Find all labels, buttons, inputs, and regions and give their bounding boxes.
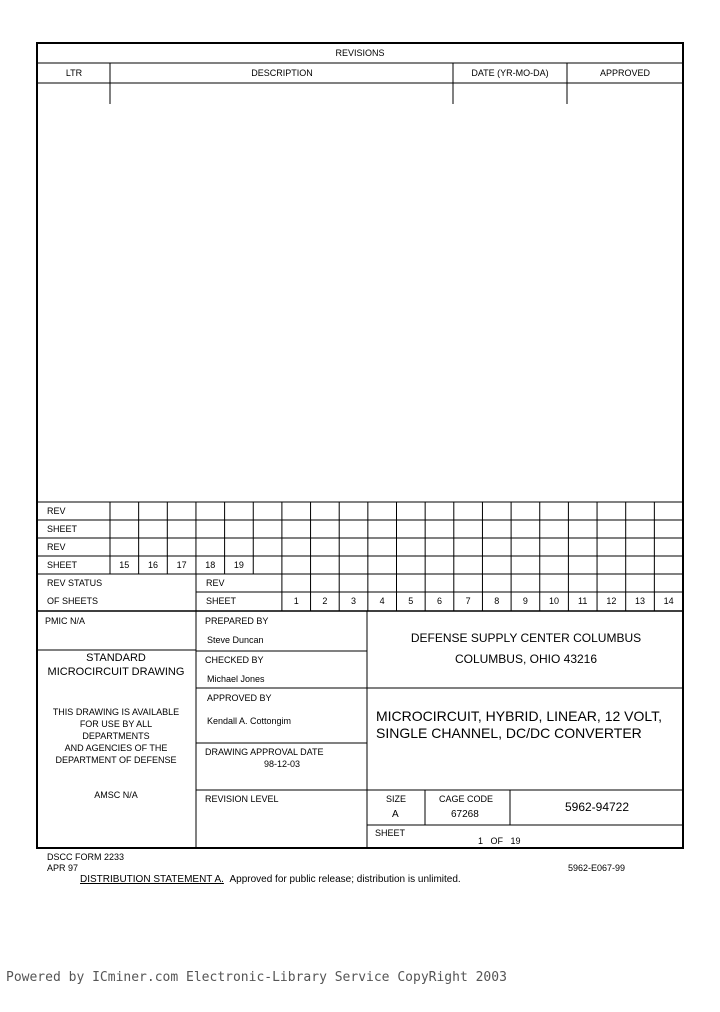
row-sheet-1: SHEET (47, 524, 78, 534)
prepared-by-value: Steve Duncan (207, 635, 264, 645)
lower-sheet-number: 10 (549, 596, 560, 606)
upper-sheet-number: 19 (233, 560, 244, 570)
lower-sheet-number: 6 (436, 596, 442, 606)
watermark-text: Powered by ICminer.com Electronic-Library Service CopyRight 2003 (6, 970, 507, 985)
availability-line-5: DEPARTMENT OF DEFENSE (55, 755, 177, 765)
lower-sheet-number: 4 (379, 596, 385, 606)
lower-sheet-number: 12 (606, 596, 617, 606)
lower-sheet-number: 7 (465, 596, 471, 606)
row-rev-2: REV (47, 542, 66, 552)
standard-label: STANDARD (86, 652, 146, 664)
amsc-label: AMSC N/A (94, 790, 138, 800)
row-rev-1: REV (47, 506, 66, 516)
title-line-1: MICROCIRCUIT, HYBRID, LINEAR, 12 VOLT, (376, 708, 663, 724)
cage-code-label: CAGE CODE (439, 794, 494, 804)
sheet-label: SHEET (206, 596, 237, 606)
sheet-of-value: 1 OF 19 (478, 836, 521, 846)
title-line-2: SINGLE CHANNEL, DC/DC CONVERTER (376, 725, 642, 741)
lower-sheet-number: 2 (322, 596, 328, 606)
document-code: 5962-E067-99 (568, 863, 626, 873)
lower-sheet-number: 11 (578, 596, 588, 606)
form-date: APR 97 (47, 863, 79, 873)
row-sheet-2: SHEET (47, 560, 78, 570)
availability-line-2: FOR USE BY ALL (79, 719, 153, 729)
size-value: A (392, 809, 399, 820)
upper-sheet-number: 15 (119, 560, 130, 570)
revision-level-label: REVISION LEVEL (205, 794, 279, 804)
approval-date-label: DRAWING APPROVAL DATE (205, 747, 324, 757)
availability-line-1: THIS DRAWING IS AVAILABLE (52, 707, 180, 717)
distribution-text: Approved for public release; distribution is unlimited. (229, 874, 461, 885)
checked-by-value: Michael Jones (207, 674, 265, 684)
cage-code-value: 67268 (451, 809, 479, 820)
rev-status-label: REV STATUS (47, 578, 103, 588)
col-ltr: LTR (65, 68, 83, 78)
lower-sheet-number: 9 (522, 596, 528, 606)
col-approved: APPROVED (599, 68, 651, 78)
sheet-label-right: SHEET (375, 828, 406, 838)
col-date: DATE (YR-MO-DA) (471, 68, 549, 78)
lower-sheet-number: 1 (293, 596, 299, 606)
form-number: DSCC FORM 2233 (47, 852, 125, 862)
lower-sheet-number: 8 (494, 596, 500, 606)
drawing-number: 5962-94722 (564, 800, 630, 814)
microcircuit-drawing-label: MICROCIRCUIT DRAWING (47, 666, 185, 678)
col-description: DESCRIPTION (251, 68, 313, 78)
of-sheets-label: OF SHEETS (47, 596, 99, 606)
upper-sheet-number: 16 (147, 560, 158, 570)
lower-sheet-number: 5 (408, 596, 414, 606)
upper-sheet-number: 17 (176, 560, 187, 570)
agency-line-2: COLUMBUS, OHIO 43216 (454, 652, 598, 666)
distribution-label: DISTRIBUTION STATEMENT A. (80, 874, 224, 885)
lower-sheet-number: 13 (635, 596, 646, 606)
distribution-statement (80, 875, 461, 885)
rev-label: REV (206, 578, 225, 588)
approved-by-label: APPROVED BY (207, 693, 272, 703)
lower-sheet-number: 3 (351, 596, 357, 606)
lower-sheet-number: 14 (663, 596, 674, 606)
pmic-label: PMIC N/A (45, 616, 86, 626)
agency-line-1: DEFENSE SUPPLY CENTER COLUMBUS (410, 631, 642, 645)
approval-date-value: 98-12-03 (264, 759, 301, 769)
approved-by-value: Kendall A. Cottongim (207, 716, 292, 726)
revisions-title: REVISIONS (335, 48, 385, 58)
upper-sheet-number: 18 (205, 560, 216, 570)
checked-by-label: CHECKED BY (205, 655, 264, 665)
prepared-by-label: PREPARED BY (205, 616, 269, 626)
availability-line-4: AND AGENCIES OF THE (64, 743, 168, 753)
size-label: SIZE (386, 794, 407, 804)
availability-line-3: DEPARTMENTS (82, 731, 150, 741)
